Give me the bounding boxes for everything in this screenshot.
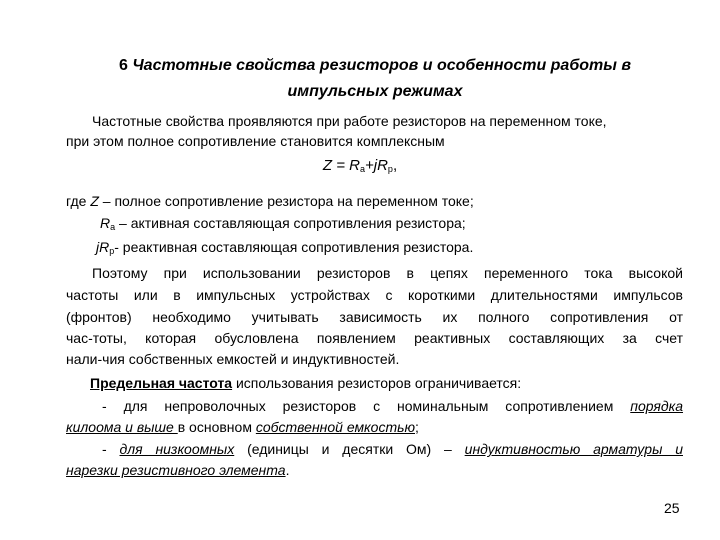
section-title bbox=[60, 58, 690, 74]
para2-line2: частоты или в импульсных устройствах с короткими длительностями импульсов bbox=[66, 287, 683, 303]
para3-intro bbox=[90, 376, 521, 390]
bullet2-end: . bbox=[285, 462, 290, 478]
def-jr bbox=[96, 240, 473, 256]
def-ra-symbol: R bbox=[100, 215, 111, 231]
def-z-text: – полное сопротивление резистора на переменном токе; bbox=[98, 193, 474, 209]
bullet1-link-kiloohm: килоома и выше bbox=[66, 419, 178, 435]
bullet1-line2 bbox=[66, 420, 419, 434]
bullet2-line2 bbox=[66, 463, 289, 477]
bullet1-end: ; bbox=[415, 419, 419, 435]
bullet2-mid: (единицы и десятки Ом) – bbox=[234, 441, 465, 457]
formula-sub-a: а bbox=[359, 164, 365, 174]
def-ra bbox=[100, 216, 466, 232]
formula-mid: +jR bbox=[364, 157, 388, 174]
def-jr-symbol: jR bbox=[96, 239, 110, 255]
bullet2-link-lowohm: для низкоомных bbox=[119, 441, 235, 457]
para2-line5: нали-чия собственных емкостей и индуктивностей. bbox=[66, 351, 400, 367]
bullet2-link-inductance: индуктивностью арматуры и bbox=[464, 441, 683, 457]
bullet2-link-cutting: нарезки резистивного элемента bbox=[66, 462, 286, 478]
bullet1-start: - для непроволочных резисторов с номинальным сопротивлением bbox=[102, 398, 631, 414]
bullet2-start: - bbox=[102, 441, 120, 457]
formula-sub-p: р bbox=[387, 164, 393, 174]
formula-end: , bbox=[392, 157, 398, 174]
bullet2-line1 bbox=[102, 442, 683, 456]
def-ra-text: – активная составляющая сопротивления резистора; bbox=[115, 215, 466, 231]
bullet1-link-order: порядка bbox=[630, 398, 683, 414]
para3-intro-rest: использования резисторов ограничивается: bbox=[232, 375, 522, 391]
section-title-line2: импульсных режимах bbox=[287, 83, 463, 100]
bullet1-line1 bbox=[102, 399, 683, 413]
def-jr-text: - реактивная составляющая сопротивления резистора. bbox=[114, 239, 474, 255]
def-ra-sub: а bbox=[110, 222, 116, 232]
section-number: 6 bbox=[118, 57, 128, 74]
limit-frequency-term: Предельная частота bbox=[90, 375, 233, 391]
bullet1-mid: в основном bbox=[177, 419, 256, 435]
section-title-line2-wrap bbox=[60, 84, 690, 100]
para2-line4: час-тоты, которая обусловлена появлением реактивных составляющих за счет bbox=[66, 330, 683, 346]
para2-line1: Поэтому при использовании резисторов в цепях переменного тока высокой bbox=[92, 265, 683, 281]
impedance-formula bbox=[0, 158, 720, 174]
def-z-symbol: Z bbox=[90, 193, 99, 209]
def-jr-sub: р bbox=[109, 246, 115, 256]
intro-line2: при этом полное сопротивление становится комплексным bbox=[66, 133, 445, 149]
para2-line3: (фронтов) необходимо учитывать зависимость их полного сопротивления от bbox=[66, 309, 683, 325]
def-where: где bbox=[66, 193, 91, 209]
def-z bbox=[66, 194, 474, 208]
section-title-line1: Частотные свойства резисторов и особенности работы в bbox=[132, 57, 632, 74]
bullet1-link-capacitance: собственной емкостью bbox=[255, 419, 415, 435]
formula-lhs: Z = R bbox=[322, 157, 360, 174]
page-number: 25 bbox=[664, 500, 680, 516]
intro-line1: Частотные свойства проявляются при работе резисторов на переменном токе, bbox=[92, 113, 607, 129]
